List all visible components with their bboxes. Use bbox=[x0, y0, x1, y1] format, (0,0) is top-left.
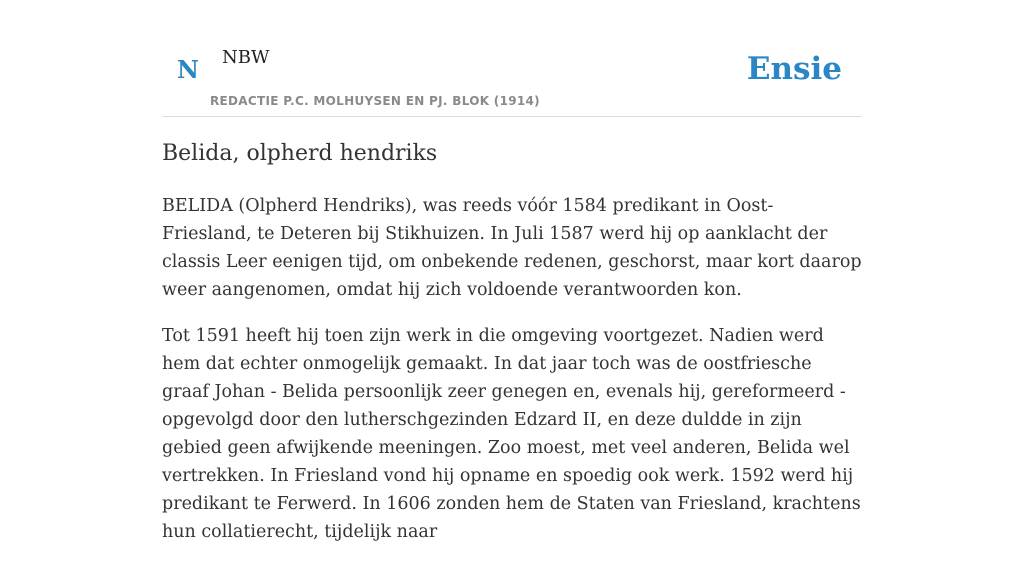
source-name[interactable]: NBW bbox=[222, 47, 270, 68]
article-title: Belida, olpherd hendriks bbox=[162, 141, 438, 166]
source-logo-icon[interactable]: N bbox=[177, 55, 199, 84]
article-paragraph: BELIDA (Olpherd Hendriks), was reeds vóór 1584 predikant in Oost-Friesland, te Deteren bij Stikhuizen. In Juli 1587 werd hij op aanklacht der classis Leer eenigen tijd, om onbekende redenen, geschorst, maar kort daarop weer aangenomen, omdat hij zich voldoende verantwoorden kon. bbox=[162, 196, 862, 300]
article-paragraph: Tot 1591 heeft hij toen zijn werk in die omgeving voortgezet. Nadien werd hem dat echter onmogelijk gemaakt. In dat jaar toch was de oostfriesche graaf Johan - Belida persoonlijk zeer genegen en, evenals hij, gereformeerd - opgevolgd door den lutherschgezinden Edzard II, en deze duldde in zijn gebied geen afwijkende meeningen. Zoo moest, met veel anderen, Belida wel vertrekken. In Friesland vond hij opname en spoedig ook werk. 1592 werd hij predikant te Ferwerd. In 1606 zonden hem de Staten van Friesland, krachtens hun collatierecht, tijdelijk naar bbox=[162, 326, 861, 542]
source-editors: REDACTIE P.C. MOLHUYSEN EN PJ. BLOK (1914) bbox=[210, 94, 540, 108]
site-header bbox=[162, 0, 862, 117]
brand-logo[interactable]: Ensie bbox=[746, 51, 842, 87]
article-body bbox=[162, 192, 862, 564]
